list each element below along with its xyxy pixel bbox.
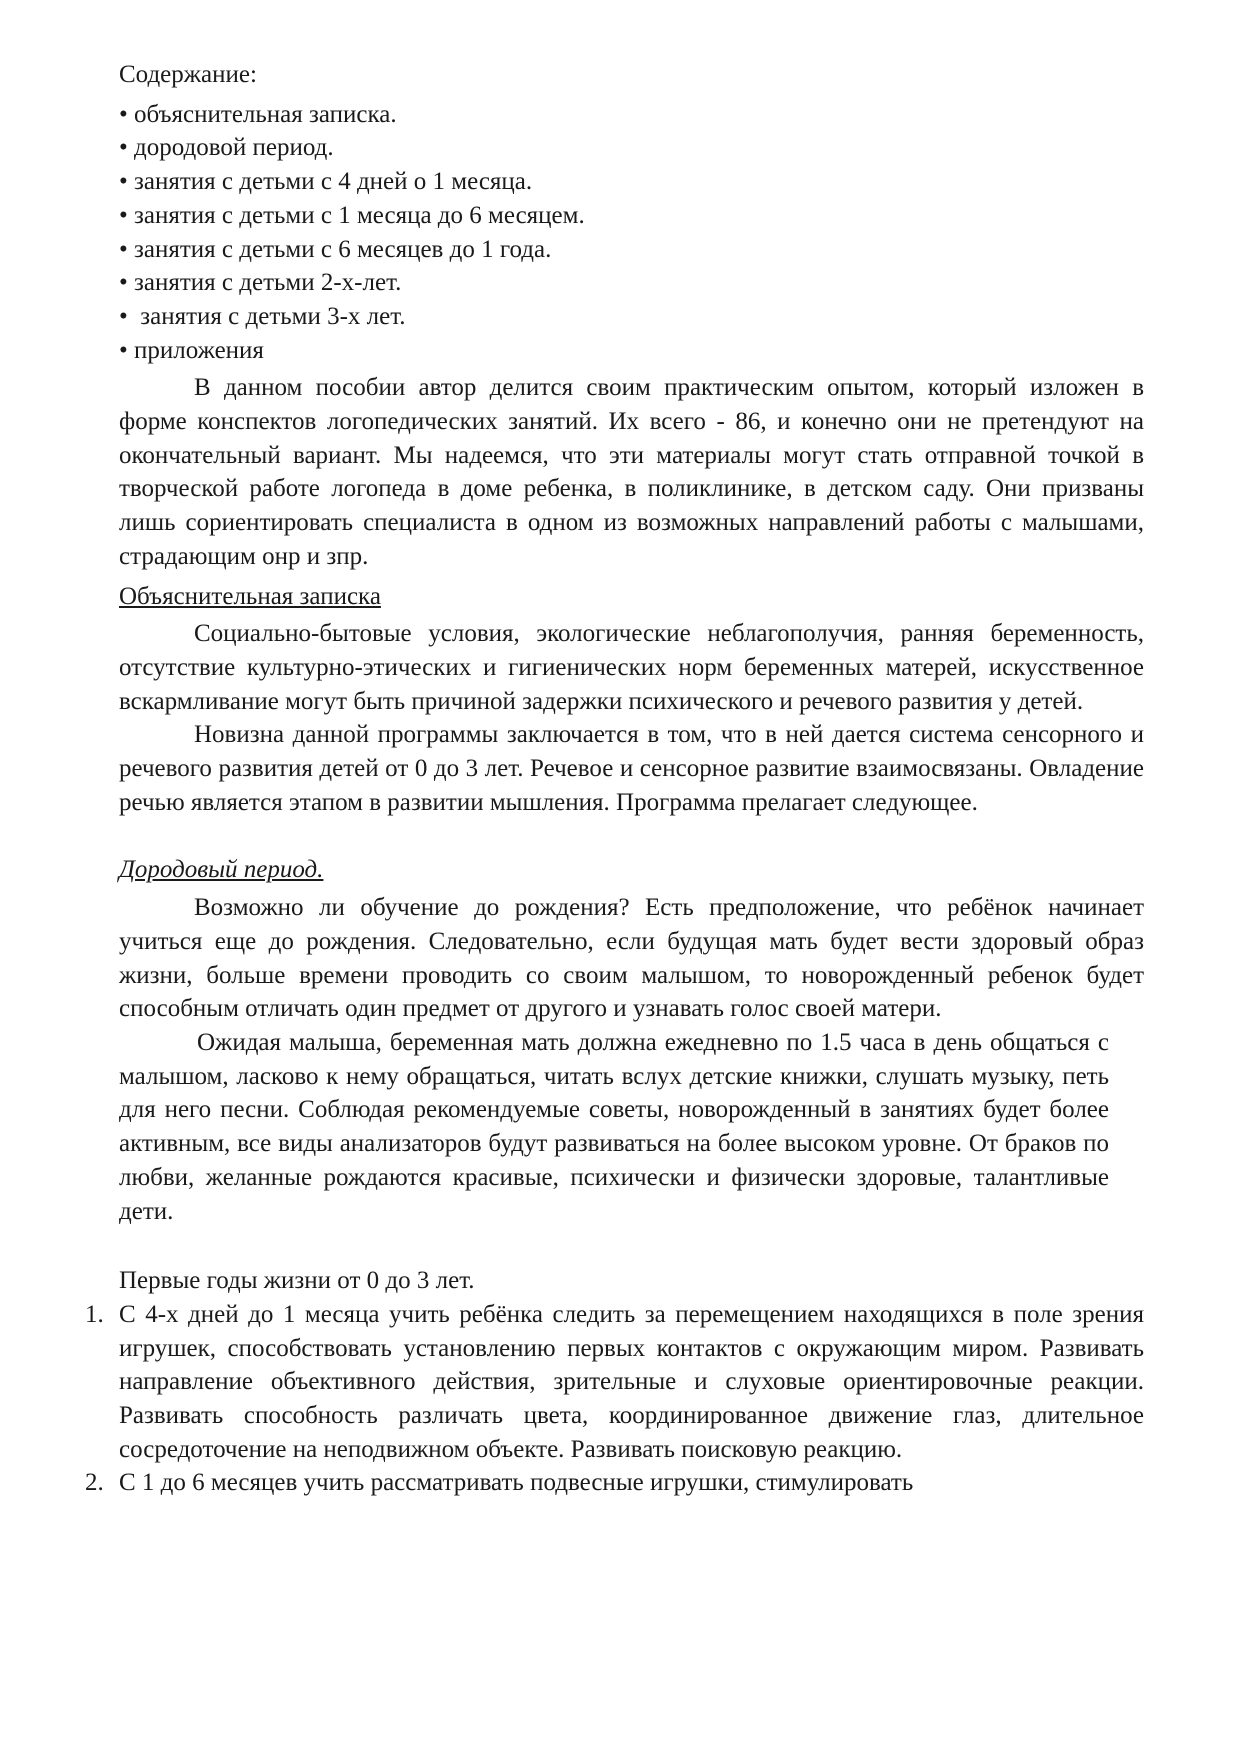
- contents-item: • занятия с детьми 3-х лет.: [119, 300, 1144, 334]
- stage-number: 1.: [85, 1300, 104, 1328]
- section-title-first-years: Первые годы жизни от 0 до 3 лет.: [119, 1267, 475, 1295]
- stages-list: [85, 1298, 1144, 1500]
- contents-item: • занятия с детьми 2-х-лет.: [119, 266, 1144, 300]
- contents-item: • занятия с детьми с 6 месяцев до 1 года.: [119, 233, 1144, 267]
- contents-heading: Содержание:: [119, 61, 257, 88]
- section-title-explanatory-note: Объяснительная записка: [119, 582, 381, 610]
- explanatory-paragraph-1: Социально-бытовые условия, экологические неблагополучия, ранняя беременность, отсутствие культурно-этических и гигиенических норм беременных матерей, искусственное вскармливание могут быть причиной задержки психического и речевого развития у детей.: [119, 620, 1144, 715]
- stage-text: С 1 до 6 месяцев учить рассматривать подвесные игрушки, стимулировать: [119, 1469, 914, 1497]
- stage-item: [85, 1466, 1144, 1500]
- explanatory-paragraph-2: Новизна данной программы заключается в том, что в ней дается система сенсорного и речевого развития детей от 0 до 3 лет. Речевое и сенсорное развитие взаимосвязаны. Овладение речью является этапом в развитии мышления. Программа прелагает следующее.: [119, 721, 1144, 816]
- contents-list: [119, 98, 1144, 368]
- contents-item: • приложения: [119, 334, 1144, 368]
- intro-paragraph: В данном пособии автор делится своим практическим опытом, который изложен в форме конспектов логопедических занятий. Их всего - 86, и конечно они не претендуют на окончательный вариант. Мы надеемся, что эти материалы могут стать отправной точкой в творческой работе логопеда в доме ребенка, в поликлинике, в детском саду. Они призваны лишь сориентировать специалиста в одном из возможных направлений работы с малышами, страдающим онр и зпр.: [119, 374, 1144, 570]
- section-title-prenatal: Дородовый период.: [119, 856, 324, 884]
- prenatal-paragraph-2: Ожидая малыша, беременная мать должна ежедневно по 1.5 часа в день общаться с малышом, ласково к нему обращаться, читать вслух детские книжки, слушать музыку, петь для него песни. Соблюдая рекомендуемые советы, новорожденный в занятиях будет более активным, все виды анализаторов будут развиваться на более высоком уровне. От браков по любви, желанные рождаются красивые, психически и физически здоровые, талантливые дети.: [119, 1028, 1109, 1225]
- prenatal-paragraph-1: Возможно ли обучение до рождения? Есть предположение, что ребёнок начинает учиться еще до рождения. Следовательно, если будущая мать будет вести здоровый образ жизни, больше времени проводить со своим малышом, то новорожденный ребенок будет способным отличать один предмет от другого и узнавать голос своей матери.: [119, 894, 1144, 1023]
- stage-item: [85, 1298, 1144, 1467]
- contents-item: • занятия с детьми с 1 месяца до 6 месяцем.: [119, 199, 1144, 233]
- contents-item: • занятия с детьми с 4 дней о 1 месяца.: [119, 165, 1144, 199]
- contents-item: • объяснительная записка.: [119, 98, 1144, 132]
- stage-number: 2.: [85, 1469, 104, 1497]
- contents-item: • дородовой период.: [119, 131, 1144, 165]
- stage-text: С 4-х дней до 1 месяца учить ребёнка следить за перемещением находящихся в поле зрения игрушек, способствовать установлению первых контактов с окружающим миром. Развивать направление объективного действия, зрительные и слуховые ориентировочные реакции. Развивать способность различать цвета, координированное движение глаз, длительное сосредоточение на неподвижном объекте. Развивать поисковую реакцию.: [119, 1300, 1144, 1463]
